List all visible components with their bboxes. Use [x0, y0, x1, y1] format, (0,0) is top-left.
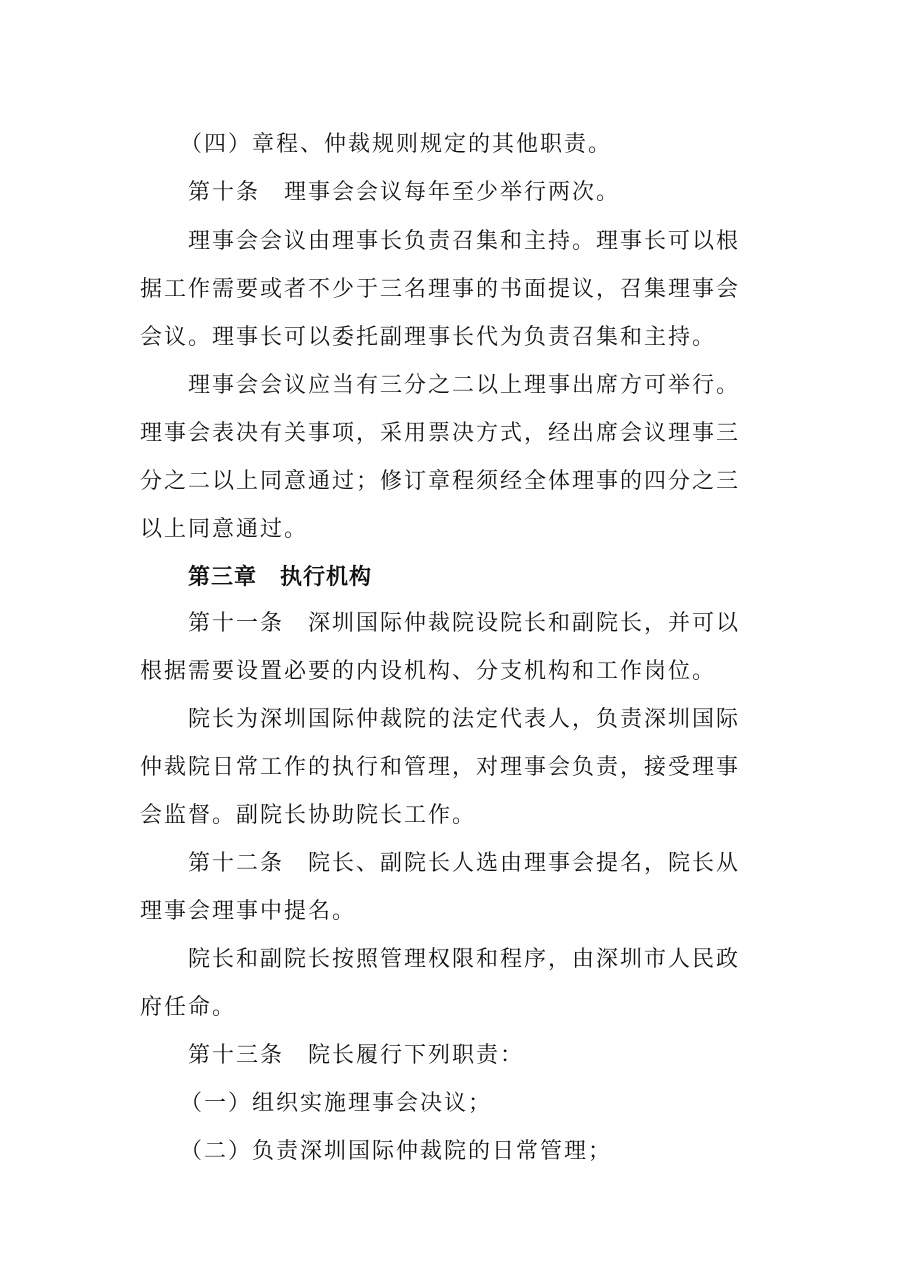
paragraph-line: 府任命。	[140, 995, 237, 1020]
paragraph-line: 分之二以上同意通过；修订章程须经全体理事的四分之三	[140, 469, 741, 494]
paragraph-line: 理事会会议应当有三分之二以上理事出席方可举行。	[188, 373, 741, 398]
article-eleven: 第十一条 深圳国际仲裁院设院长和副院长，并可以	[188, 611, 741, 636]
paragraph-line: 会议。理事长可以委托副理事长代为负责召集和主持。	[140, 325, 717, 350]
article-thirteen: 第十三条 院长履行下列职责：	[188, 1043, 525, 1068]
paragraph-line: 院长和副院长按照管理权限和程序，由深圳市人民政	[188, 947, 741, 972]
article-ten-heading: 第十条 理事会会议每年至少举行两次。	[188, 180, 621, 205]
clause-item-four: （四）章程、仲裁规则规定的其他职责。	[180, 132, 613, 157]
paragraph-line: 院长为深圳国际仲裁院的法定代表人，负责深圳国际	[188, 707, 741, 732]
paragraph-line: 据工作需要或者不少于三名理事的书面提议，召集理事会	[140, 277, 741, 302]
paragraph-line: 会监督。副院长协助院长工作。	[140, 803, 477, 828]
paragraph-line: 理事会理事中提名。	[140, 899, 357, 924]
paragraph-line: 根据需要设置必要的内设机构、分支机构和工作岗位。	[140, 659, 717, 684]
paragraph-line: 仲裁院日常工作的执行和管理，对理事会负责，接受理事	[140, 755, 741, 780]
chapter-three-heading: 第三章 执行机构	[188, 565, 373, 590]
paragraph-line: 理事会会议由理事长负责召集和主持。理事长可以根	[188, 229, 741, 254]
clause-item-one: （一）组织实施理事会决议；	[180, 1091, 493, 1116]
paragraph-line: 以上同意通过。	[140, 517, 309, 542]
clause-item-two: （二）负责深圳国际仲裁院的日常管理；	[180, 1139, 613, 1164]
article-twelve: 第十二条 院长、副院长人选由理事会提名，院长从	[188, 851, 741, 876]
paragraph-line: 理事会表决有关事项，采用票决方式，经出席会议理事三	[140, 421, 741, 446]
